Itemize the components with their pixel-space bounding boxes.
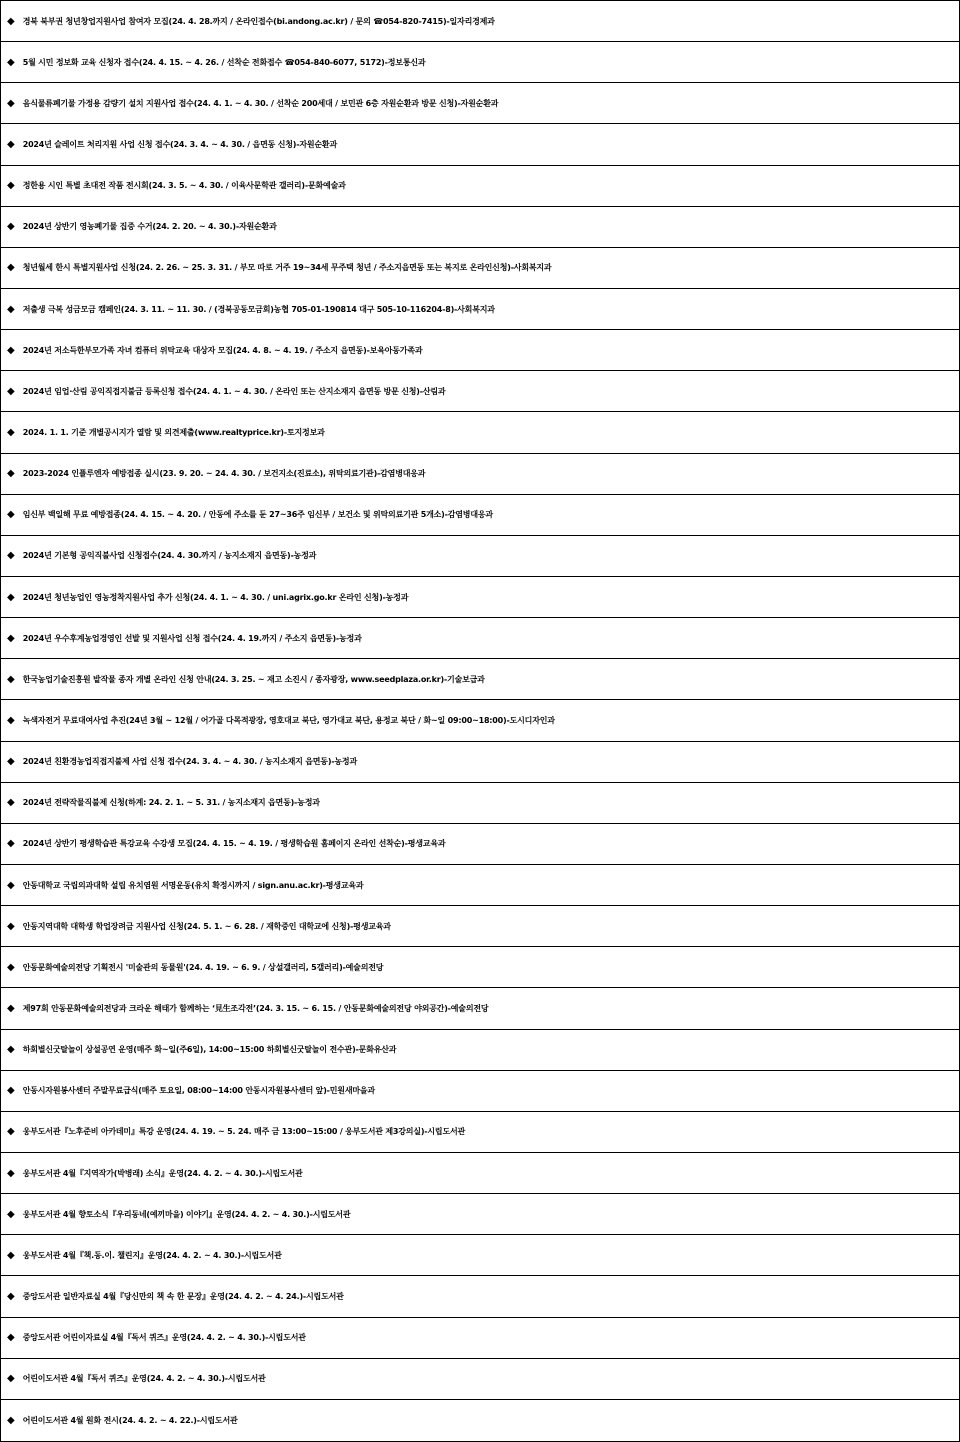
notice-text: 중앙도서관 일반자료실 4월『당신만의 책 속 한 문장』운영(24. 4. 2. ~ 4. 24.)-시립도서관 xyxy=(22,1291,344,1301)
diamond-bullet-icon: ◆ xyxy=(7,1002,15,1014)
diamond-bullet-icon: ◆ xyxy=(7,426,15,438)
notice-text: 제97회 안동문화예술의전당과 크라운 해태가 함께하는 ‘見生조각전’(24. 3. 15. ~ 6. 15. / 안동문화예술의전당 야외공간)-예술의전당 xyxy=(22,1003,489,1013)
diamond-bullet-icon: ◆ xyxy=(7,1167,15,1179)
notice-item xyxy=(1,1194,959,1235)
notice-item xyxy=(1,1276,959,1317)
notice-item xyxy=(1,166,959,207)
diamond-bullet-icon: ◆ xyxy=(7,1332,15,1344)
notice-text: 안동지역대학 대학생 학업장려금 지원사업 신청(24. 5. 1. ~ 6. 28. / 재학중인 대학교에 신청)-평생교육과 xyxy=(22,921,391,931)
notice-item xyxy=(1,947,959,988)
diamond-bullet-icon: ◆ xyxy=(7,385,15,397)
notice-item xyxy=(1,618,959,659)
notice-item xyxy=(1,536,959,577)
notice-text: 2024년 친환경농업직접지불제 사업 신청 접수(24. 3. 4. ~ 4. 30. / 농지소재지 읍면동)-농정과 xyxy=(22,757,357,767)
notice-item xyxy=(1,1153,959,1194)
notice-item xyxy=(1,700,959,741)
notice-text: 2023-2024 인플루엔자 예방접종 실시(23. 9. 20. ~ 24. 4. 30. / 보건지소(진료소), 위탁의료기관)-감염병대응과 xyxy=(22,469,426,479)
notice-item xyxy=(1,42,959,83)
notice-item xyxy=(1,1030,959,1071)
notice-text: 중앙도서관 어린이자료실 4월『독서 퀴즈』운영(24. 4. 2. ~ 4. 30.)-시립도서관 xyxy=(22,1333,306,1343)
notice-text: 2024. 1. 1. 기준 개별공시지가 열람 및 의견제출(www.realtyprice.kr)-토지정보과 xyxy=(22,427,325,437)
notice-text: 2024년 상반기 평생학습관 특강교육 수강생 모집(24. 4. 15. ~ 4. 19. / 평생학습원 홈페이지 온라인 선착순)-평생교육과 xyxy=(22,839,446,849)
notice-text: 저출생 극복 성금모금 캠페인(24. 3. 11. ~ 11. 30. / (경북공동모금회)농협 705-01-190814 대구 505-10-116204-8)-사회복지과 xyxy=(22,304,495,314)
notice-item xyxy=(1,495,959,536)
diamond-bullet-icon: ◆ xyxy=(7,714,15,726)
notice-text: 2024년 전략작물직불제 신청(하계: 24. 2. 1. ~ 5. 31. / 농지소재지 읍면동)-농정과 xyxy=(22,798,320,808)
notice-item xyxy=(1,1359,959,1400)
diamond-bullet-icon: ◆ xyxy=(7,56,15,68)
notice-text: 어린이도서관 4월 원화 전시(24. 4. 2. ~ 4. 22.)-시립도서관 xyxy=(22,1415,238,1425)
diamond-bullet-icon: ◆ xyxy=(7,961,15,973)
notice-text: 2024년 상반기 영농폐기물 집중 수거(24. 2. 20. ~ 4. 30.)-자원순환과 xyxy=(22,222,277,232)
notice-text: 2024년 슬레이트 처리지원 사업 신청 접수(24. 3. 4. ~ 4. 30. / 읍면동 신청)-자원순환과 xyxy=(22,139,337,149)
notice-item xyxy=(1,988,959,1029)
diamond-bullet-icon: ◆ xyxy=(7,303,15,315)
notice-item xyxy=(1,659,959,700)
diamond-bullet-icon: ◆ xyxy=(7,262,15,274)
notice-text: 안동문화예술의전당 기획전시 '미술관의 동물원'(24. 4. 19. ~ 6. 9. / 상설갤러리, 5갤러리)-예술의전당 xyxy=(22,962,384,972)
notice-text: 한국농업기술진흥원 밭작물 종자 개별 온라인 신청 안내(24. 3. 25. ~ 재고 소진시 / 종자광장, www.seedplaza.or.kr)-기술보급과 xyxy=(22,674,485,684)
diamond-bullet-icon: ◆ xyxy=(7,756,15,768)
diamond-bullet-icon: ◆ xyxy=(7,632,15,644)
diamond-bullet-icon: ◆ xyxy=(7,1126,15,1138)
diamond-bullet-icon: ◆ xyxy=(7,221,15,233)
notice-text: 웅부도서관『노후준비 아카데미』특강 운영(24. 4. 19. ~ 5. 24. 매주 금 13:00~15:00 / 웅부도서관 제3강의실)-시립도서관 xyxy=(22,1127,466,1137)
notice-text: 안동시자원봉사센터 주말무료급식(매주 토요일, 08:00~14:00 안동시자원봉사센터 앞)-민원새마을과 xyxy=(22,1086,375,1096)
notice-text: 2024년 청년농업인 영농정착지원사업 추가 신청(24. 4. 1. ~ 4. 30. / uni.agrix.go.kr 온라인 신청)-농정과 xyxy=(22,592,409,602)
diamond-bullet-icon: ◆ xyxy=(7,797,15,809)
notice-item xyxy=(1,1400,959,1441)
notice-item xyxy=(1,124,959,165)
notice-text: 2024년 우수후계농업경영인 선발 및 지원사업 신청 접수(24. 4. 19.까지 / 주소지 읍면동)-농정과 xyxy=(22,633,362,643)
notice-text: 음식물류폐기물 가정용 감량기 설치 지원사업 접수(24. 4. 1. ~ 4. 30. / 선착순 200세대 / 보민관 6층 자원순환과 방문 신청)-자원순환과 xyxy=(22,98,499,108)
diamond-bullet-icon: ◆ xyxy=(7,838,15,850)
notice-text: 웅부도서관 4월 향토소식『우리동네(예끼마을) 이야기』운영(24. 4. 2. ~ 4. 30.)-시립도서관 xyxy=(22,1209,351,1219)
notice-item xyxy=(1,577,959,618)
diamond-bullet-icon: ◆ xyxy=(7,550,15,562)
notice-item xyxy=(1,371,959,412)
notice-item xyxy=(1,289,959,330)
diamond-bullet-icon: ◆ xyxy=(7,1085,15,1097)
diamond-bullet-icon: ◆ xyxy=(7,1044,15,1056)
diamond-bullet-icon: ◆ xyxy=(7,1373,15,1385)
notice-item xyxy=(1,1071,959,1112)
notice-item xyxy=(1,412,959,453)
diamond-bullet-icon: ◆ xyxy=(7,15,15,27)
notice-item xyxy=(1,865,959,906)
diamond-bullet-icon: ◆ xyxy=(7,591,15,603)
notice-text: 안동대학교 국립의과대학 설립 유치염원 서명운동(유치 확정시까지 / sign.anu.ac.kr)-평생교육과 xyxy=(22,880,364,890)
notice-text: 2024년 임업·산림 공익직접지불금 등록신청 접수(24. 4. 1. ~ 4. 30. / 온라인 또는 산지소재지 읍면동 방문 신청)-산림과 xyxy=(22,386,446,396)
diamond-bullet-icon: ◆ xyxy=(7,1290,15,1302)
notice-item xyxy=(1,742,959,783)
notice-item xyxy=(1,824,959,865)
notice-text: 5월 시민 정보화 교육 신청자 접수(24. 4. 15. ~ 4. 26. / 선착순 전화접수 ☎054-840-6077, 5172)-정보통신과 xyxy=(22,57,426,67)
diamond-bullet-icon: ◆ xyxy=(7,138,15,150)
notice-text: 2024년 저소득한부모가족 자녀 컴퓨터 위탁교육 대상자 모집(24. 4. 8. ~ 4. 19. / 주소지 읍면동)-보육아동가족과 xyxy=(22,345,423,355)
diamond-bullet-icon: ◆ xyxy=(7,920,15,932)
notice-text: 정한용 시인 특별 초대전 작품 전시회(24. 3. 5. ~ 4. 30. / 이육사문학관 갤러리)-문화예술과 xyxy=(22,181,346,191)
notice-item xyxy=(1,83,959,124)
notice-item xyxy=(1,1112,959,1153)
notice-text: 청년월세 한시 특별지원사업 신청(24. 2. 26. ~ 25. 3. 31. / 부모 따로 거주 19~34세 무주택 청년 / 주소지읍면동 또는 복지로 온라인신청)-사회복지과 xyxy=(22,263,552,273)
notice-text: 웅부도서관 4월『지역작가(박병래) 소식』운영(24. 4. 2. ~ 4. 30.)-시립도서관 xyxy=(22,1168,303,1178)
notice-text: 웅부도서관 4월『책.동.이. 챌린지』운영(24. 4. 2. ~ 4. 30.)-시립도서관 xyxy=(22,1250,282,1260)
notice-text: 하회별신굿탈놀이 상설공연 운영(매주 화~일(주6일), 14:00~15:00 하회별신굿탈놀이 전수관)-문화유산과 xyxy=(22,1045,397,1055)
notice-item xyxy=(1,330,959,371)
notice-item xyxy=(1,1235,959,1276)
diamond-bullet-icon: ◆ xyxy=(7,344,15,356)
notice-text: 녹색자전거 무료대여사업 추진(24년 3월 ~ 12월 / 어가골 다목적광장, 영호대교 북단, 영가대교 북단, 용정교 북단 / 화~일 09:00~18:00)-도시디자인과 xyxy=(22,715,555,725)
notice-text: 어린이도서관 4월『독서 퀴즈』운영(24. 4. 2. ~ 4. 30.)-시립도서관 xyxy=(22,1374,266,1384)
diamond-bullet-icon: ◆ xyxy=(7,879,15,891)
notice-text: 2024년 기본형 공익직불사업 신청접수(24. 4. 30.까지 / 농지소재지 읍면동)-농정과 xyxy=(22,551,317,561)
notice-item xyxy=(1,454,959,495)
diamond-bullet-icon: ◆ xyxy=(7,180,15,192)
diamond-bullet-icon: ◆ xyxy=(7,1208,15,1220)
notice-item xyxy=(1,1318,959,1359)
notice-item xyxy=(1,1,959,42)
diamond-bullet-icon: ◆ xyxy=(7,468,15,480)
notice-text: 임신부 백일해 무료 예방접종(24. 4. 15. ~ 4. 20. / 안동에 주소를 둔 27~36주 임신부 / 보건소 및 위탁의료기관 5개소)-감염병대응과 xyxy=(22,510,493,520)
diamond-bullet-icon: ◆ xyxy=(7,97,15,109)
notice-item xyxy=(1,207,959,248)
diamond-bullet-icon: ◆ xyxy=(7,1249,15,1261)
diamond-bullet-icon: ◆ xyxy=(7,509,15,521)
notice-item xyxy=(1,248,959,289)
notice-item xyxy=(1,783,959,824)
notice-item xyxy=(1,906,959,947)
diamond-bullet-icon: ◆ xyxy=(7,673,15,685)
diamond-bullet-icon: ◆ xyxy=(7,1414,15,1426)
notice-text: 경북 북부권 청년창업지원사업 참여자 모집(24. 4. 28.까지 / 온라인접수(bi.andong.ac.kr) / 문의 ☎054-820-7415)-일자리경제과 xyxy=(22,16,495,26)
